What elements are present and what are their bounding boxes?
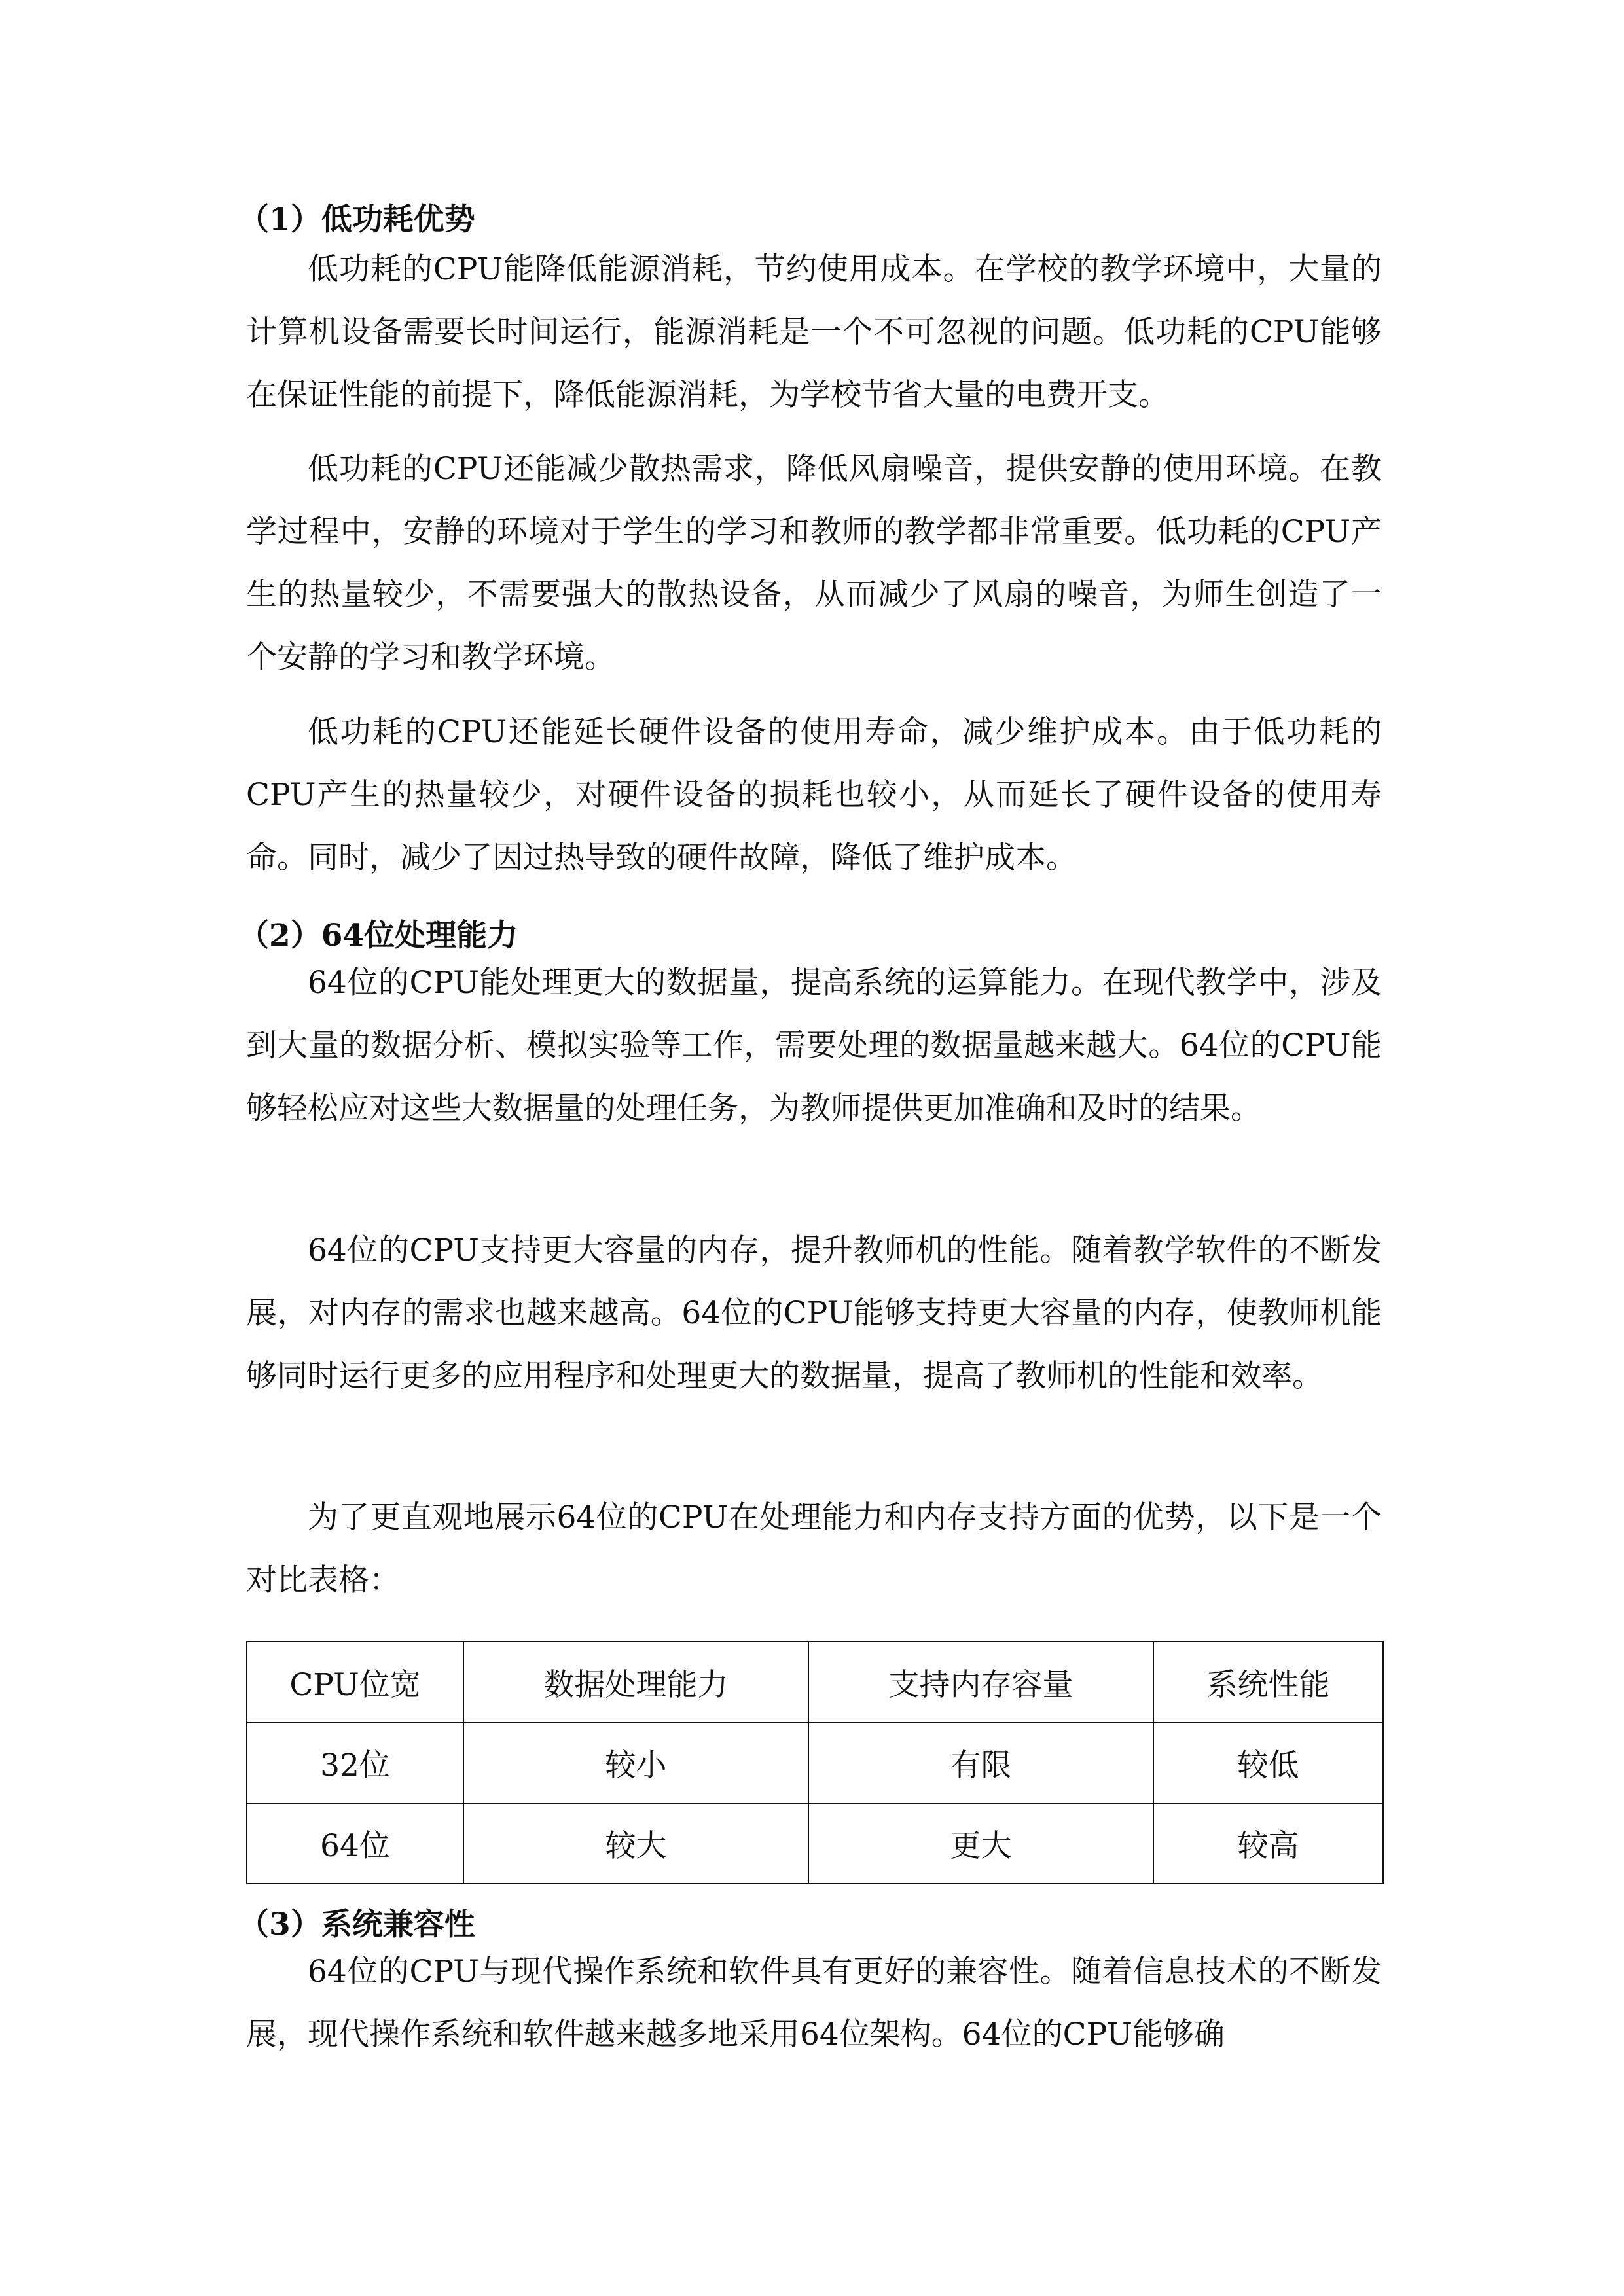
paragraph-compatibility-1: 64位的CPU与现代操作系统和软件具有更好的兼容性。随着信息技术的不断发展，现代操作系统和软件越来越多地采用64位架构。64位的CPU能够确 <box>246 1954 1382 2053</box>
table-cell: 较高 <box>1153 1803 1383 1884</box>
table-row <box>247 1723 1383 1803</box>
section-heading-low-power: （1）低功耗优势 <box>238 202 475 238</box>
table-cell: 32位 <box>247 1723 463 1803</box>
paragraph-low-power-3: 低功耗的CPU还能延长硬件设备的使用寿命，减少维护成本。由于低功耗的CPU产生的热量较少，对硬件设备的损耗也较小，从而延长了硬件设备的使用寿命。同时，减少了因过热导致的硬件故障，降低了维护成本。 <box>246 714 1382 876</box>
table-header-cell: 支持内存容量 <box>808 1641 1153 1723</box>
table-cell: 64位 <box>247 1803 463 1884</box>
paragraph-low-power-1: 低功耗的CPU能降低能源消耗，节约使用成本。在学校的教学环境中，大量的计算机设备需要长时间运行，能源消耗是一个不可忽视的问题。低功耗的CPU能够在保证性能的前提下，降低能源消耗，为学校节省大量的电费开支。 <box>246 251 1382 413</box>
table-cell: 较低 <box>1153 1723 1383 1803</box>
paragraph-64bit-1: 64位的CPU能处理更大的数据量，提高系统的运算能力。在现代教学中，涉及到大量的数据分析、模拟实验等工作，需要处理的数据量越来越大。64位的CPU能够轻松应对这些大数据量的处理任务，为教师提供更加准确和及时的结果。 <box>246 965 1382 1126</box>
table-header-row <box>247 1641 1383 1723</box>
table-cell: 更大 <box>808 1803 1153 1884</box>
comparison-table <box>246 1641 1384 1884</box>
table-cell: 较大 <box>463 1803 808 1884</box>
paragraph-64bit-2: 64位的CPU支持更大容量的内存，提升教师机的性能。随着教学软件的不断发展，对内存的需求也越来越高。64位的CPU能够支持更大容量的内存，使教师机能够同时运行更多的应用程序和处理更大的数据量，提高了教师机的性能和效率。 <box>246 1232 1382 1394</box>
table-row <box>247 1803 1383 1884</box>
table-cell: 较小 <box>463 1723 808 1803</box>
paragraph-64bit-3: 为了更直观地展示64位的CPU在处理能力和内存支持方面的优势，以下是一个对比表格： <box>246 1499 1382 1598</box>
section-heading-compatibility: （3）系统兼容性 <box>238 1907 475 1943</box>
paragraph-low-power-2: 低功耗的CPU还能减少散热需求，降低风扇噪音，提供安静的使用环境。在教学过程中，安静的环境对于学生的学习和教师的教学都非常重要。低功耗的CPU产生的热量较少，不需要强大的散热设备，从而减少了风扇的噪音，为师生创造了一个安静的学习和教学环境。 <box>246 451 1382 675</box>
table-cell: 有限 <box>808 1723 1153 1803</box>
table-header-cell: CPU位宽 <box>247 1641 463 1723</box>
table-header-cell: 数据处理能力 <box>463 1641 808 1723</box>
section-heading-64bit: （2）64位处理能力 <box>238 918 518 954</box>
table-header-cell: 系统性能 <box>1153 1641 1383 1723</box>
